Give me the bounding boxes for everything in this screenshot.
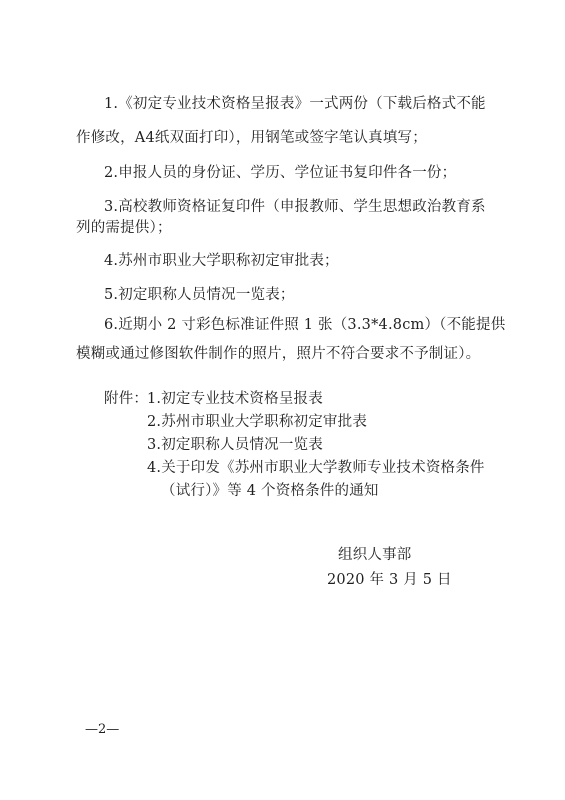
requirement-3-line-2: 列的需提供）；: [76, 220, 172, 236]
requirement-6-line-2: 模糊或通过修图软件制作的照片，照片不符合要求不予制证）。: [76, 346, 481, 362]
attachment-item-2: 2.苏州市职业大学职称初定审批表: [147, 414, 368, 430]
requirement-3-line-1: 3.高校教师资格证复印件（申报教师、学生思想政治教育系: [104, 199, 486, 215]
page-number: —2—: [85, 722, 120, 737]
issuing-department: 组织人事部: [338, 547, 412, 563]
requirement-5: 5.初定职称人员情况一览表；: [104, 287, 295, 303]
requirement-2: 2.申报人员的身份证、学历、学位证书复印件各一份；: [104, 165, 457, 181]
attachment-item-4: 4.关于印发《苏州市职业大学教师专业技术资格条件: [147, 460, 485, 476]
attachment-item-4-continued: （试行）》等 4 个资格条件的通知: [161, 483, 379, 499]
issue-date: 2020 年 3 月 5 日: [327, 572, 452, 588]
requirement-6-line-1: 6.近期小 2 寸彩色标准证件照 1 张（3.3*4.8cm）（不能提供: [104, 317, 506, 333]
requirement-1-line-2: 作修改，A4纸双面打印），用钢笔或签字笔认真填写；: [76, 130, 427, 146]
requirement-4: 4.苏州市职业大学职称初定审批表；: [104, 253, 339, 269]
attachments-label: 附件：: [104, 391, 149, 407]
attachment-item-1: 1.初定专业技术资格呈报表: [147, 391, 323, 407]
attachment-item-3: 3.初定职称人员情况一览表: [147, 437, 323, 453]
requirement-1-line-1: 1.《初定专业技术资格呈报表》一式两份（下载后格式不能: [104, 96, 486, 112]
